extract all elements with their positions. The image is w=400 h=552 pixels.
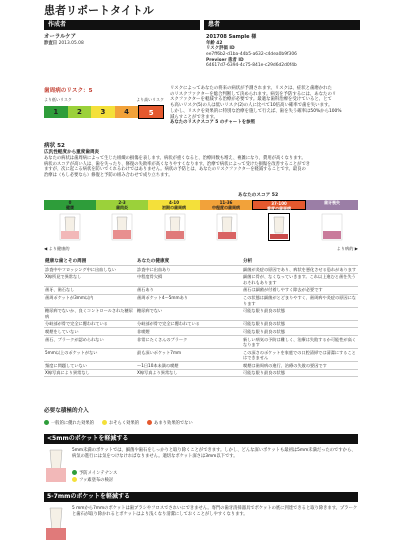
yellow-dot-icon (102, 420, 107, 425)
table-cell: 可能な限り最良の状態 (242, 328, 358, 336)
list-item: 予防メインテナンス (72, 470, 117, 477)
risk-description: リスクによってあなたの将来の病状が予測されます。リスクは、症状と歯磨かれた のリスクファクターを総合判断して決められます。病気を予防するには、あなたのリ スクファクターを軽減する治療が必要です。最適な歯科治療を受けていると、とて も高いリスク(5)の人は低いリスク(2)の人に比べて10倍高い確率で歯を失います。 しかし、リスクを効果的に特別な治療を施して行えば、歯を失う確率は50%から100% 減らすことができます。 あなたのリスクスコア 5 のチャートを参照 (170, 86, 342, 126)
table-cell: この状態は細菌がとどまりやすく、歯周病や炎症の原因になります (242, 295, 358, 308)
previser-id: 64617d7-6394-4c75-841e-c29d6d2d0f4b (206, 63, 297, 69)
risk-scale-labels: より低いリスク より高いリスク (44, 97, 164, 102)
green-dot-icon (44, 420, 49, 425)
table-cell: 歯石は細菌が付着しやすく除去が必要です (242, 287, 358, 295)
patient-header: 患者 (204, 20, 360, 30)
pocket-deep-icon (46, 506, 66, 540)
tooth-loss-icon (321, 213, 343, 241)
table-cell: 頻度に問題していない (44, 362, 136, 370)
table-cell: 最も深いポケット7mm (136, 349, 242, 362)
stage-direction-labels (44, 246, 358, 251)
risk-id: ee7ff6b2-d1ba-44b5-a632-c4dea0b9f306 (206, 51, 297, 57)
section1-text: 5mm未満のポケットでは、細菌や歯石をしっかりと取り除くことができます。しかし、どんな深いポケットも最初は5mm未満だったのですから、病気の進行には気をつけなければなりません。適切なポケット深さは3mm以下です。 (72, 448, 356, 459)
healthier-label: ◀ より健康的 (44, 246, 70, 251)
stage-5: 歯牙喪失 (306, 200, 358, 210)
table-cell: 可能な限り最良の状態 (242, 321, 358, 329)
interventions-legend (44, 420, 193, 427)
table-cell: 5mm以上のポケットがない (44, 349, 136, 362)
table-cell: 喫煙をしていない (44, 328, 136, 336)
perio-risk-heading: 歯周病のリスク：5 (44, 88, 93, 94)
green-dot-icon (72, 470, 77, 475)
table-cell: 可能な限り最良の状態 (242, 308, 358, 321)
risk-id-label: リスク評価 ID (206, 46, 235, 52)
table-cell: 診査中やフロッシング中に出血しない (44, 266, 136, 274)
table-cell: 新しい病気の予防は難しく、治療は失敗するか可能性が高くなります (242, 336, 358, 349)
table-cell: 糖尿病でないか、良くコントロールされた糖尿病 (44, 308, 136, 321)
table-cell: X線所見で異常なし (44, 274, 136, 287)
risk-scale (44, 106, 164, 120)
yellow-dot-icon (72, 477, 77, 482)
author-header: 作成者 (44, 20, 200, 30)
section1-items (72, 470, 117, 483)
interventions-title: 必要な積極的介入 (44, 408, 89, 414)
table-cell: 歯牙、歯石なし (44, 287, 136, 295)
legend-item: 一般的に優れた効果的 (44, 420, 94, 427)
patient-age: 年齢 42 (206, 40, 223, 46)
disease-label: 病状 52 (44, 143, 65, 149)
table-cell: 喫煙は歯周病の進行、治療の失敗の要因です (242, 362, 358, 370)
table-cell: 分岐部が骨で完全に覆われている (136, 321, 242, 329)
previser-label: Previser 患者 ID (206, 57, 244, 63)
risk-level-1: 1 (44, 106, 68, 118)
col-header-healthy: 健康な歯とその周囲 (44, 258, 136, 266)
table-cell: 歯周ポケットが3mm以内 (44, 295, 136, 308)
patient-name: 201708 Sample 様 (206, 34, 257, 40)
disease-sub: 広汎性軽度から重度歯周炎 (44, 150, 100, 156)
stage-1: 2-3 歯肉炎 (96, 200, 148, 210)
tooth-severe-perio-icon (268, 213, 290, 241)
disease-block (44, 143, 358, 179)
table-cell: 〜1日10本未満の喫煙 (136, 362, 242, 370)
col-header-yours: あなたの健康度 (136, 258, 242, 266)
author-name: オーラルケア (44, 34, 77, 40)
tooth-early-perio-icon (164, 213, 186, 241)
table-cell: 歯石あり (136, 287, 242, 295)
table-cell: 非常にたくさんのプラーク (136, 336, 242, 349)
list-item: フッ素塗布の検討 (72, 477, 117, 484)
risk-level-2: 2 (68, 106, 92, 118)
table-cell: 非喫煙 (136, 328, 242, 336)
legend-item: おそらく効果的 (102, 420, 139, 427)
section2-text: 5 mmから7mmのポケットは歯ブラシやフロスでされいにできません。専門の歯牙清掃器具でポケットの底に到達できると取り除きます。プラークと歯石が取り除かれるとポケットはより浅くなり清潔にしておくことがしやすくなります。 (72, 506, 358, 517)
table-cell: 分岐部が骨で完全に覆われている (44, 321, 136, 329)
table-cell: この深さのポケットを家庭での口腔清掃では清潔にすることはできません (242, 349, 358, 362)
table-cell: 細菌が炎症の原因であり、病状を悪化させる恐れがあります (242, 266, 358, 274)
stage-images (44, 213, 358, 243)
table-cell: X線写真により異常なし (44, 370, 136, 378)
section1-header: <5mmのポケットを軽減する (44, 434, 358, 444)
table-cell: X線写真より異常なし (136, 370, 242, 378)
stage-0: 0 健康 (44, 200, 96, 210)
table-cell: 中程度骨欠損 (136, 274, 242, 287)
risk-level-3: 3 (91, 106, 115, 118)
stage-3: 11-36 中程度の歯周病 (200, 200, 252, 210)
tooth-healthy-icon (59, 213, 81, 241)
author-block (44, 34, 199, 47)
patient-block (206, 34, 356, 69)
exam-date: 診査日 2013.05.08 (44, 41, 84, 47)
risk-level-5: 5 (138, 105, 164, 119)
tooth-moderate-perio-icon (216, 213, 238, 241)
table-cell: 細菌に骨が、なくなっていきます。これ以上進むと歯を失うおそれもあります (242, 274, 358, 287)
table-cell: 糖尿病でない (136, 308, 242, 321)
table-cell: 診査中に出血あり (136, 266, 242, 274)
red-dot-icon (147, 420, 152, 425)
legend-item: あまり効果的でない (147, 420, 193, 427)
section2-header: 5-7mmのポケットを軽減する (44, 492, 358, 502)
risk-level-4: 4 (115, 106, 139, 118)
stage-title: あなたのスコア 52 (238, 193, 279, 198)
stage-2: 4-10 初期の歯周病 (148, 200, 200, 210)
col-header-analysis: 分析 (242, 258, 358, 266)
stage-header (44, 200, 358, 210)
analysis-table (44, 258, 358, 377)
sicker-label: より病的 ▶ (336, 246, 358, 251)
tooth-gingivitis-icon (111, 213, 133, 241)
table-cell: 歯周ポケット4〜5mmあり (136, 295, 242, 308)
pocket-shallow-icon (46, 448, 66, 482)
table-cell: 可能な限り最良の状態 (242, 370, 358, 378)
stage-4-selected: 37-100 重度の歯周病 (252, 200, 306, 210)
table-cell: 歯石、プラークが認められない (44, 336, 136, 349)
disease-text: あなたの病状は歯周病によって生じた組織の損傷を表します。病状が重くなると、治療回数も増え、複雑になり、費用が高くなります。 病状のスコアが高い人は、歯を失ったり、修復の失敗率が高くなりやすくなります。治療で病状によって受けた損傷を改善することができ ますが、次に起こる病状を防いでくれるわけではありません。病状の予防とは、あなたのリスクファクターを軽減することです。最良の 治療は（もし必要なら）修復と予防の組み合わせで成り立ちます。 (44, 156, 311, 178)
report-title: 患者リポートタイトル (44, 4, 154, 17)
